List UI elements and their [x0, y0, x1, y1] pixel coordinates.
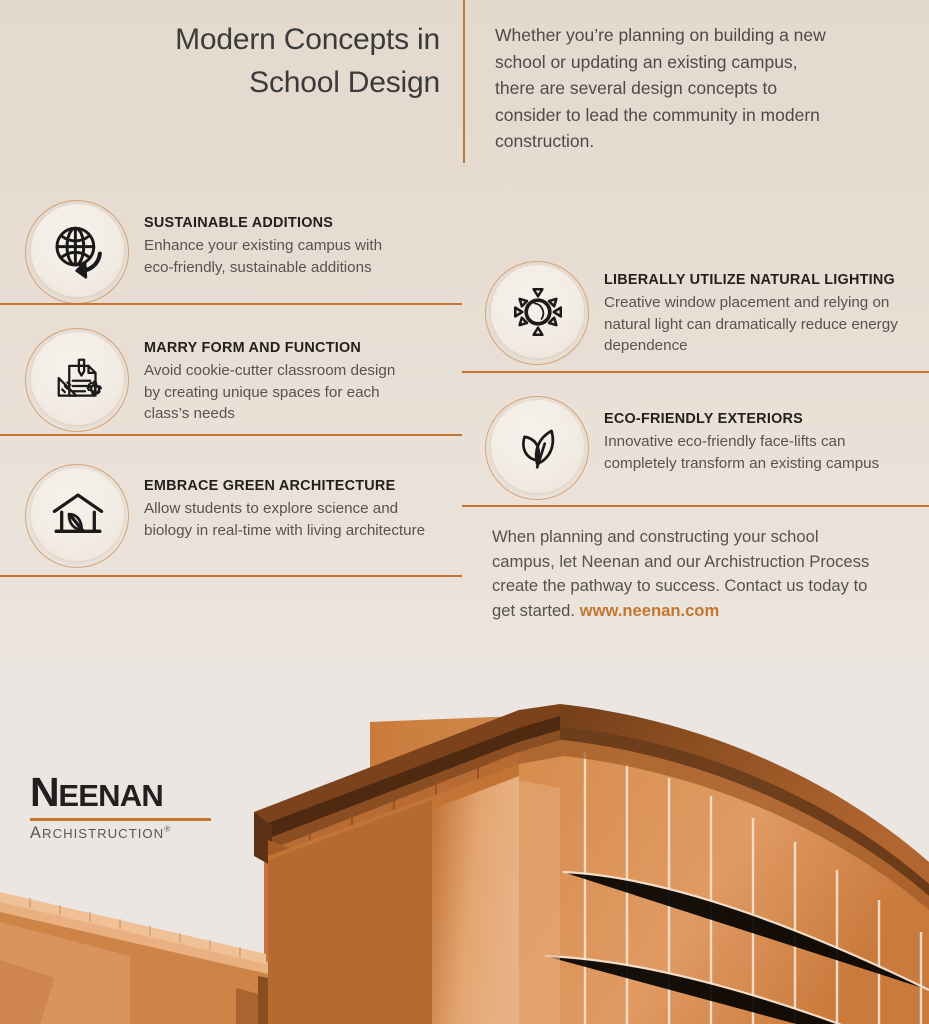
feature-title: LIBERALLY UTILIZE NATURAL LIGHTING — [604, 272, 895, 288]
feature-text — [604, 410, 904, 474]
feature-title: ECO-FRIENDLY EXTERIORS — [604, 411, 804, 427]
house-leaf-icon — [22, 461, 132, 571]
logo-divider-bar — [30, 818, 211, 821]
page-title-line-2: School Design — [249, 66, 440, 99]
feature-description: Avoid cookie-cutter classroom design by creating unique spaces for each class’s needs — [144, 362, 396, 422]
feature-title: MARRY FORM AND FUNCTION — [144, 340, 362, 356]
closing-text: When planning and constructing your school campus, let Neenan and our Archistruction Process create the pathway to success. Contact us today to get started. — [492, 527, 870, 620]
registered-mark: ® — [164, 824, 172, 834]
divider-right-1 — [462, 371, 929, 373]
two-leaves-icon — [482, 393, 592, 503]
feature-title: SUSTAINABLE ADDITIONS — [144, 215, 334, 231]
logo-wordmark — [30, 771, 230, 817]
logo-sub-first: A — [30, 824, 43, 842]
closing-paragraph — [492, 525, 882, 623]
page-title-line-1: Modern Concepts in — [175, 23, 440, 56]
divider-left-2 — [0, 434, 462, 436]
feature-description: Enhance your existing campus with eco-friendly, sustainable additions — [144, 237, 383, 276]
divider-right-2 — [462, 505, 929, 507]
feature-text — [144, 339, 414, 425]
feature-title: EMBRACE GREEN ARCHITECTURE — [144, 478, 396, 494]
header-vertical-divider — [463, 0, 465, 163]
sun-icon — [482, 258, 592, 368]
logo-sub-rest: RCHISTRUCTION — [42, 826, 165, 841]
header — [0, 0, 929, 175]
feature-description: Allow students to explore science and biology in real-time with living architecture — [144, 500, 426, 539]
logo-word-first: N — [30, 769, 59, 815]
logo-word-rest: EENAN — [58, 778, 163, 813]
feature-text — [604, 271, 904, 357]
website-link[interactable]: www.neenan.com — [579, 600, 720, 620]
logo-tagline — [30, 824, 230, 843]
divider-left-3 — [0, 575, 462, 577]
page-title — [60, 18, 440, 104]
globe-recycle-icon — [22, 197, 132, 307]
feature-description: Creative window placement and relying on natural light can dramatically reduce energy dependence — [604, 294, 898, 354]
divider-left-1 — [0, 303, 462, 305]
feature-text — [144, 214, 414, 278]
intro-paragraph: Whether you’re planning on building a new school or updating an existing campus, there are several design concepts to consider to lead the community in modern construction. — [495, 25, 826, 152]
blueprint-gear-icon — [22, 325, 132, 435]
feature-text — [144, 477, 444, 541]
neenan-logo — [30, 771, 230, 843]
feature-description: Innovative eco-friendly face-lifts can completely transform an existing campus — [604, 433, 880, 472]
